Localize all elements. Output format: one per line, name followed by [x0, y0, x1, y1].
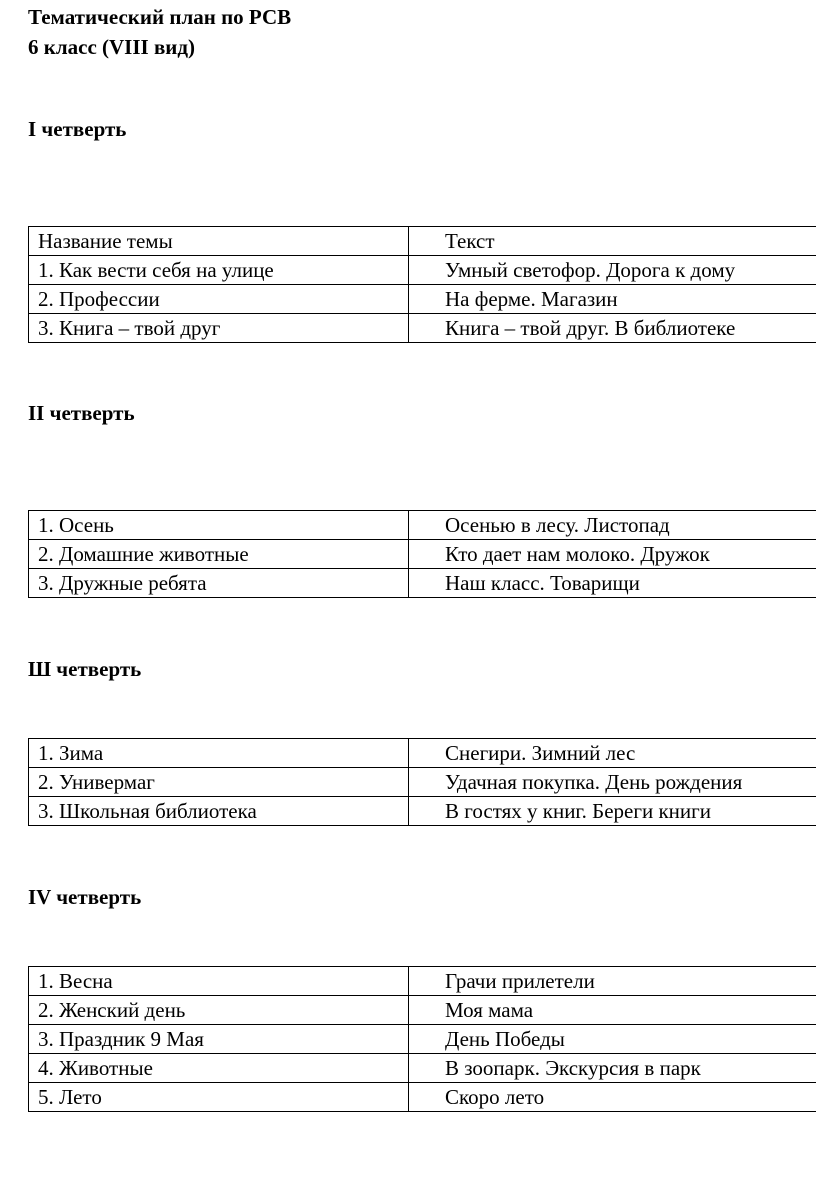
- table-row: [29, 1054, 816, 1083]
- table-cell-topic: 3. Школьная библиотека: [29, 797, 409, 826]
- table-cell-text: Текст: [409, 227, 816, 256]
- table-cell-topic: 4. Животные: [29, 1054, 409, 1083]
- quarter-2-table: [28, 510, 816, 598]
- quarter-4-table: [28, 966, 816, 1112]
- table-cell-topic: 3. Праздник 9 Мая: [29, 1025, 409, 1054]
- table-cell-text: В гостях у книг. Береги книги: [409, 797, 816, 826]
- table-row: [29, 256, 816, 285]
- table-cell-topic: 1. Осень: [29, 511, 409, 540]
- table-row: [29, 285, 816, 314]
- table-cell-topic: Название темы: [29, 227, 409, 256]
- table-cell-topic: 1. Как вести себя на улице: [29, 256, 409, 285]
- table-cell-topic: 5. Лето: [29, 1083, 409, 1112]
- table-cell-text: Кто дает нам молоко. Дружок: [409, 540, 816, 569]
- quarter-3-table: [28, 738, 816, 826]
- table-cell-text: Грачи прилетели: [409, 967, 816, 996]
- table-cell-text: Осенью в лесу. Листопад: [409, 511, 816, 540]
- table-row: [29, 314, 816, 343]
- quarter-2-heading: II четверть: [28, 401, 135, 425]
- table-header-row: [29, 227, 816, 256]
- table-cell-text: Скоро лето: [409, 1083, 816, 1112]
- table-cell-text: В зоопарк. Экскурсия в парк: [409, 1054, 816, 1083]
- table-row: [29, 739, 816, 768]
- document-title-line-2: 6 класс (VIII вид): [28, 35, 196, 59]
- table-cell-text: Моя мама: [409, 996, 816, 1025]
- table-cell-topic: 2. Универмаг: [29, 768, 409, 797]
- table-cell-topic: 2. Домашние животные: [29, 540, 409, 569]
- quarter-3-heading: Ш четверть: [28, 657, 142, 681]
- table-row: [29, 797, 816, 826]
- quarter-4-heading: IV четверть: [28, 885, 142, 909]
- table-cell-text: Умный светофор. Дорога к дому: [409, 256, 816, 285]
- table-cell-topic: 2. Женский день: [29, 996, 409, 1025]
- table-cell-text: Наш класс. Товарищи: [409, 569, 816, 598]
- table-row: [29, 1025, 816, 1054]
- quarter-1-heading: I четверть: [28, 117, 127, 141]
- table-row: [29, 540, 816, 569]
- table-cell-topic: 1. Зима: [29, 739, 409, 768]
- document-title-line-1: Тематический план по РСВ: [28, 5, 292, 29]
- table-row: [29, 1083, 816, 1112]
- table-row: [29, 511, 816, 540]
- table-row: [29, 768, 816, 797]
- table-cell-topic: 2. Профессии: [29, 285, 409, 314]
- table-cell-text: Удачная покупка. День рождения: [409, 768, 816, 797]
- table-cell-topic: 3. Книга – твой друг: [29, 314, 409, 343]
- table-row: [29, 967, 816, 996]
- table-row: [29, 569, 816, 598]
- table-cell-topic: 3. Дружные ребята: [29, 569, 409, 598]
- table-cell-text: Книга – твой друг. В библиотеке: [409, 314, 816, 343]
- quarter-1-table: [28, 226, 816, 343]
- table-cell-text: День Победы: [409, 1025, 816, 1054]
- table-row: [29, 996, 816, 1025]
- table-cell-text: На ферме. Магазин: [409, 285, 816, 314]
- table-cell-topic: 1. Весна: [29, 967, 409, 996]
- table-cell-text: Снегири. Зимний лес: [409, 739, 816, 768]
